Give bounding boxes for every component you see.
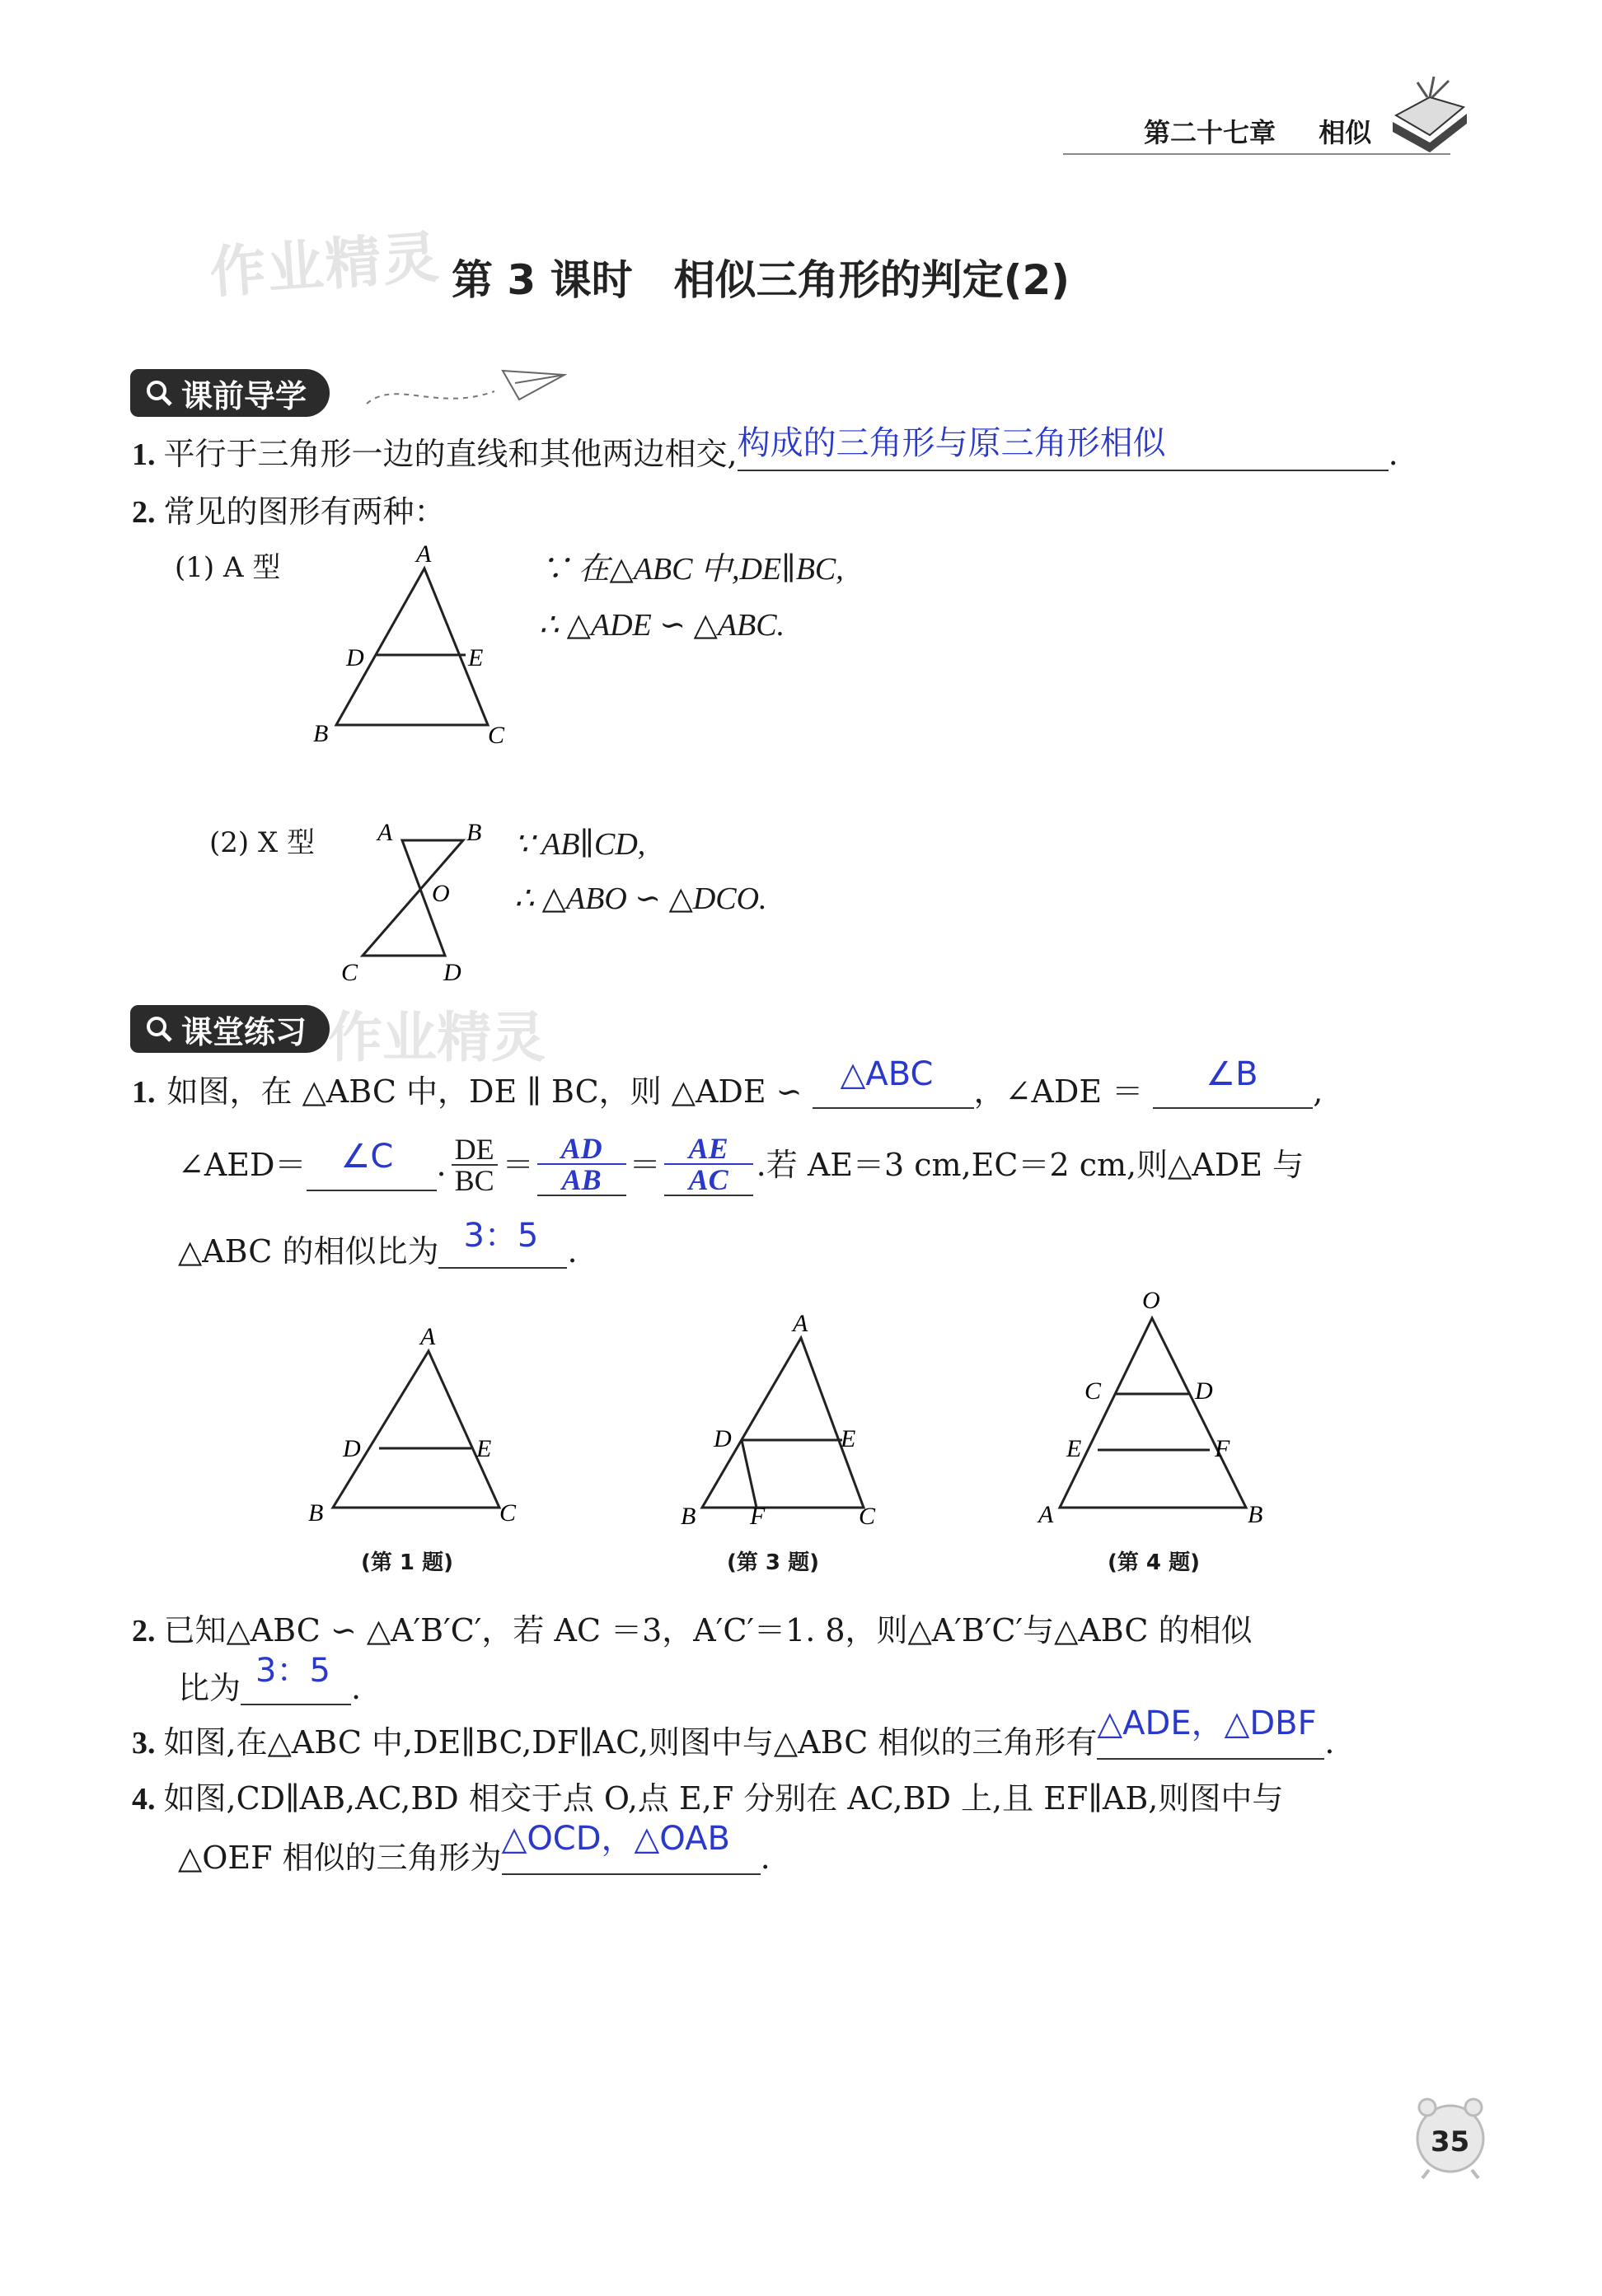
label-D: D [343, 1435, 361, 1462]
label-C: C [1084, 1377, 1102, 1405]
handwritten-answer: 3：5 [255, 1652, 330, 1690]
figure-type-a [305, 544, 519, 750]
label-A: A [377, 819, 393, 846]
label-D: D [714, 1425, 732, 1452]
label-C: C [859, 1503, 876, 1530]
handwritten-answer: 构成的三角形与原三角形相似 [737, 424, 1166, 462]
label-B: B [681, 1503, 696, 1530]
pre-question-1: 1. 平行于三角形一边的直线和其他两边相交, 构成的三角形与原三角形相似 . [132, 424, 1398, 472]
type-x-line-1: ∵ AB∥CD, [514, 827, 646, 862]
answer-fraction-ae-ac[interactable]: $\frac{AE}{AC}$ [664, 1134, 753, 1196]
magnifier-icon [145, 1015, 173, 1043]
label-O: O [1142, 1287, 1160, 1314]
label-B: B [313, 720, 329, 747]
answer-fraction-ad-ab[interactable]: $\frac{AD}{AB}$ [537, 1134, 626, 1196]
practice-question-1-line-1: 1. 如图，在 △ABC 中，DE ∥ BC，则 △ADE ∽ △ABC ，∠ADE ＝ ∠B , [132, 1055, 1323, 1110]
answer-blank[interactable] [1153, 1055, 1313, 1109]
practice-question-4-line-1: 4. 如图,CD∥AB,AC,BD 相交于点 O,点 E,F 分别在 AC,BD 上,且 EF∥AB,则图中与 [132, 1780, 1284, 1817]
caption-question-4: (第 4 题) [1108, 1550, 1200, 1575]
label-C: C [341, 959, 358, 986]
practice-question-1-line-3: △ABC 的相似比为 3：5 . [178, 1217, 578, 1270]
label-A: A [420, 1323, 436, 1350]
label-B: B [466, 819, 482, 846]
practice-question-3: 3. 如图,在△ABC 中,DE∥BC,DF∥AC,则图中与△ABC 相似的三角形有 △ADE，△DBF . [132, 1704, 1335, 1761]
handwritten-answer: △ADE，△DBF [1097, 1704, 1317, 1742]
handwritten-answer: △OCD，△OAB [501, 1820, 730, 1858]
label-C: C [488, 722, 505, 749]
answer-blank[interactable] [813, 1055, 974, 1109]
section-banner-class [130, 1005, 330, 1053]
magnifier-icon [145, 379, 173, 407]
chapter-header [1144, 112, 1371, 150]
type-a-label: (1) A 型 [175, 551, 281, 584]
type-a-line-2: ∴ △ADE ∽ △ABC. [539, 608, 785, 643]
section-title-class: 课堂练习 [181, 1013, 307, 1050]
handwritten-answer: 3：5 [463, 1217, 539, 1255]
label-F: F [1215, 1435, 1230, 1462]
caption-question-1: (第 1 题) [361, 1550, 453, 1575]
figure-question-3 [668, 1302, 898, 1532]
section-title-pre: 课前导学 [181, 377, 307, 414]
answer-blank[interactable] [1097, 1704, 1324, 1760]
topic-label: 相似 [1319, 117, 1372, 148]
handwritten-answer: ∠B [1206, 1055, 1258, 1093]
label-D: D [346, 644, 364, 671]
answer-blank[interactable] [501, 1820, 761, 1875]
label-C: C [499, 1499, 517, 1527]
label-O: O [432, 880, 450, 907]
handwritten-answer: △ABC [840, 1055, 934, 1093]
label-F: F [750, 1503, 766, 1530]
label-A: A [416, 544, 432, 568]
label-E: E [468, 644, 484, 671]
figure-type-x [330, 816, 494, 989]
section-banner-pre [130, 369, 330, 417]
practice-question-2-line-1: 2. 已知△ABC ∽ △A′B′C′，若 AC ＝3，A′C′＝1. 8，则△A′B′C′与△ABC 的相似 [132, 1612, 1253, 1648]
practice-question-1-line-2: ∠AED＝ ∠C . $\frac{DE}{BC}$ ＝ $\frac{AD}{AB}$ ＝ $\frac{AE}{AC}$ .若 AE＝3 cm,EC＝2 cm,则△ADE 与 [178, 1132, 1305, 1197]
watermark-2: 作业精灵 [328, 1006, 546, 1069]
label-A: A [793, 1310, 808, 1337]
answer-blank[interactable] [307, 1138, 437, 1191]
practice-question-2-line-2: 比为 3：5 . [178, 1652, 362, 1706]
label-A: A [1038, 1501, 1054, 1528]
type-a-line-1: ∵ 在△ABC 中,DE∥BC, [539, 552, 844, 587]
watermark: 作业精灵 [208, 225, 443, 306]
pre-question-2: 2. 常见的图形有两种： [132, 493, 446, 530]
label-B: B [308, 1499, 324, 1527]
chapter-label: 第二十七章 [1144, 117, 1276, 148]
label-E: E [1066, 1435, 1082, 1462]
caption-question-3: (第 3 题) [727, 1550, 819, 1575]
figure-question-1 [297, 1318, 536, 1532]
type-x-line-2: ∴ △ABO ∽ △DCO. [514, 881, 767, 916]
fraction-de-bc: $\frac{DE}{BC}$ [452, 1134, 498, 1195]
book-icon [1384, 64, 1475, 155]
label-D: D [1195, 1377, 1213, 1405]
label-D: D [443, 959, 461, 986]
practice-question-4-line-2: △OEF 相似的三角形为 △OCD，△OAB . [178, 1820, 771, 1876]
figure-question-4 [1030, 1284, 1277, 1531]
type-x-label: (2) X 型 [209, 826, 315, 859]
paper-plane-icon [363, 354, 569, 420]
handwritten-answer: ∠C [340, 1138, 394, 1176]
label-E: E [476, 1435, 492, 1462]
answer-blank[interactable] [438, 1217, 567, 1269]
label-E: E [841, 1425, 856, 1452]
label-B: B [1248, 1501, 1263, 1528]
page-number: 35 [1431, 2125, 1470, 2158]
page-title: 第 3 课时 相似三角形的判定(2) [452, 256, 1070, 304]
